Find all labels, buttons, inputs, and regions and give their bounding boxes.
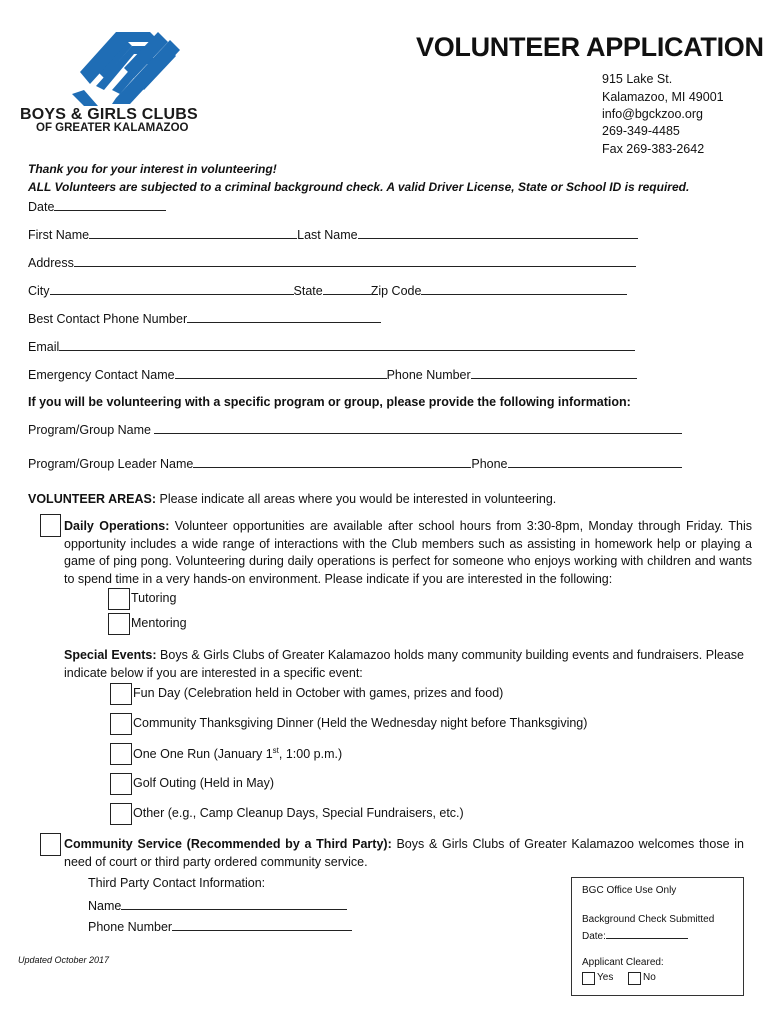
email-address: info@bgckzoo.org [602, 107, 703, 121]
third-party-phone-label: Phone Number [88, 920, 173, 934]
program-phone-line[interactable] [508, 455, 682, 468]
date-field[interactable] [28, 198, 166, 214]
areas-heading-bold: VOLUNTEER AREAS: [28, 492, 157, 506]
third-party-name-line[interactable] [121, 897, 347, 910]
emergency-phone-line[interactable] [471, 366, 637, 379]
community-service-title: Community Service (Recommended by a Third Party): [64, 837, 392, 851]
intro-requirement: ALL Volunteers are subjected to a criminal background check. A valid Driver License, State or School ID is required. [28, 180, 690, 194]
other-event-label: Other (e.g., Camp Cleanup Days, Special Fundraisers, etc.) [133, 806, 464, 820]
special-events-text [64, 647, 744, 682]
areas-heading [28, 492, 556, 506]
address-line: 915 Lake St. [602, 72, 673, 86]
emergency-label: Emergency Contact Name [28, 368, 175, 382]
third-party-phone-field[interactable] [88, 918, 352, 934]
address-line: Kalamazoo, MI 49001 [602, 90, 724, 104]
address-line-input[interactable] [74, 254, 636, 267]
email-field[interactable] [28, 338, 635, 354]
intro-thanks: Thank you for your interest in volunteering! [28, 162, 277, 176]
state-label: State [293, 284, 323, 298]
daily-operations-title: Daily Operations: [64, 519, 170, 533]
thanksgiving-label: Community Thanksgiving Dinner (Held the Wednesday night before Thanksgiving) [133, 716, 588, 730]
city-field[interactable] [28, 282, 627, 298]
address-field[interactable] [28, 254, 636, 270]
cleared-no-label: No [643, 972, 656, 983]
last-name-line[interactable] [358, 226, 638, 239]
program-phone-label: Phone [471, 457, 508, 471]
phone-line[interactable] [187, 310, 381, 323]
zip-line[interactable] [421, 282, 627, 295]
one-one-run-sup: st [272, 746, 279, 755]
city-line[interactable] [50, 282, 294, 295]
daily-operations-text [64, 518, 752, 588]
brand-name: BOYS & GIRLS CLUBS [20, 106, 198, 123]
background-check-label: Background Check Submitted [582, 914, 715, 925]
phone-label: Best Contact Phone Number [28, 312, 188, 326]
special-events-desc: Boys & Girls Clubs of Greater Kalamazoo holds many community building events and fundraisers. Please indicate below if you are interested in a specific event: [64, 648, 745, 680]
email-label: Email [28, 340, 60, 354]
address-label: Address [28, 256, 74, 270]
office-use-title: BGC Office Use Only [582, 885, 677, 896]
footer-updated: Updated October 2017 [18, 955, 110, 965]
city-label: City [28, 284, 50, 298]
email-line[interactable] [59, 338, 635, 351]
program-leader-field[interactable] [28, 455, 682, 471]
office-date-label: Date: [582, 931, 606, 942]
office-date-line[interactable] [606, 929, 688, 939]
program-leader-line[interactable] [193, 455, 471, 468]
cleared-yes-label: Yes [597, 972, 614, 983]
golf-outing-checkbox[interactable] [110, 773, 132, 795]
emergency-phone-label: Phone Number [386, 368, 471, 382]
golf-outing-label: Golf Outing (Held in May) [133, 776, 275, 790]
fun-day-label: Fun Day (Celebration held in October with games, prizes and food) [133, 686, 504, 700]
daily-operations-desc: Volunteer opportunities are available after school hours from 3:30-8pm, Monday through Friday. This opportunity includes a wide range of interactions with the Club members such as assisting in homework help or playing a game of ping pong. Volunteering during daily operations is perfect for someone who enjoys working with children and wants to spend time in a very hands-on environment. Please indicate if you are interested in the following: [64, 519, 752, 586]
one-one-run-time: , 1:00 p.m.) [278, 747, 343, 762]
office-use-box [571, 877, 744, 996]
program-heading: If you will be volunteering with a specific program or group, please provide the following information: [28, 395, 631, 409]
areas-heading-text: Please indicate all areas where you would be interested in volunteering. [156, 492, 557, 506]
tutoring-label: Tutoring [131, 591, 177, 605]
thanksgiving-checkbox[interactable] [110, 713, 132, 735]
last-name-label: Last Name [297, 228, 358, 242]
program-name-line[interactable] [154, 421, 682, 434]
first-name-field[interactable] [28, 226, 638, 242]
mentoring-checkbox[interactable] [108, 613, 130, 635]
community-service-checkbox[interactable] [40, 833, 61, 856]
community-service-text [64, 836, 744, 871]
first-name-line[interactable] [89, 226, 297, 239]
zip-label: Zip Code [370, 284, 422, 298]
phone-number: 269-349-4485 [602, 124, 680, 138]
fun-day-checkbox[interactable] [110, 683, 132, 705]
community-service-desc: Boys & Girls Clubs of Greater Kalamazoo welcomes those in need of court or third party ordered community service. [64, 837, 744, 869]
daily-operations-checkbox[interactable] [40, 514, 61, 537]
third-party-name-field[interactable] [88, 897, 347, 913]
date-line[interactable] [54, 198, 166, 211]
one-one-run-checkbox[interactable] [110, 743, 132, 765]
third-party-phone-line[interactable] [172, 918, 352, 931]
page-title: VOLUNTEER APPLICATION [416, 32, 764, 62]
mentoring-label: Mentoring [131, 616, 187, 630]
emergency-line[interactable] [175, 366, 387, 379]
first-name-label: First Name [28, 228, 90, 242]
date-label: Date [28, 200, 55, 214]
program-name-label: Program/Group Name [28, 423, 151, 437]
brand-subtitle: OF GREATER KALAMAZOO [36, 122, 189, 134]
third-party-name-label: Name [88, 899, 122, 913]
applicant-cleared-label: Applicant Cleared: [582, 957, 664, 968]
cleared-no-checkbox[interactable] [628, 972, 641, 985]
program-leader-label: Program/Group Leader Name [28, 457, 194, 471]
emergency-contact-field[interactable] [28, 366, 637, 382]
program-name-field[interactable] [28, 421, 682, 437]
other-event-checkbox[interactable] [110, 803, 132, 825]
office-date-field[interactable] [582, 929, 688, 942]
one-one-run-text: One One Run (January 1 [133, 747, 273, 762]
third-party-heading: Third Party Contact Information: [88, 876, 266, 890]
state-line[interactable] [323, 282, 371, 295]
phone-field[interactable] [28, 310, 381, 326]
one-one-run-label [133, 746, 342, 761]
special-events-title: Special Events: [64, 648, 157, 662]
tutoring-checkbox[interactable] [108, 588, 130, 610]
cleared-yes-checkbox[interactable] [582, 972, 595, 985]
fax-number: Fax 269-383-2642 [602, 142, 705, 156]
